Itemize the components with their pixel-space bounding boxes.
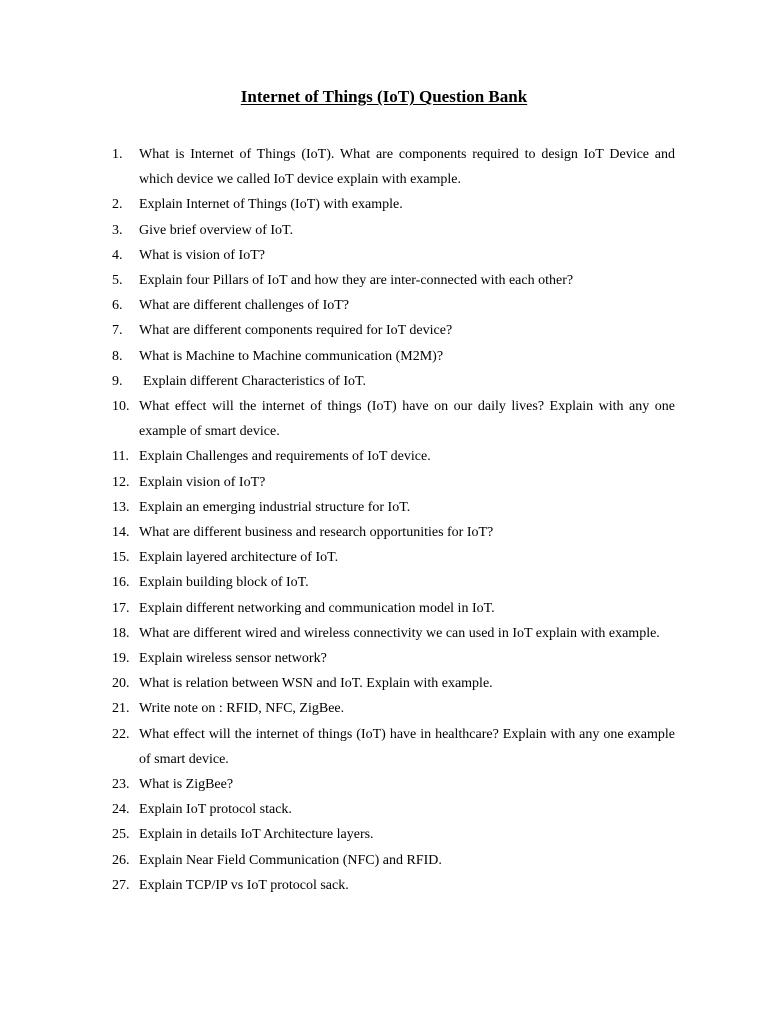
question-number: 17. bbox=[112, 600, 130, 616]
page-title bbox=[0, 86, 768, 108]
list-item bbox=[112, 671, 675, 696]
question-text: Explain TCP/IP vs IoT protocol sack. bbox=[139, 877, 349, 893]
question-text: What effect will the internet of things (IoT) have in healthcare? Explain with any one example of smart device. bbox=[139, 726, 675, 767]
question-number: 16. bbox=[112, 575, 130, 591]
list-item bbox=[112, 646, 675, 671]
question-text: Explain IoT protocol stack. bbox=[139, 802, 292, 818]
question-text: What is ZigBee? bbox=[139, 777, 234, 793]
question-number: 22. bbox=[112, 726, 130, 742]
list-item bbox=[112, 243, 675, 268]
question-number: 2. bbox=[112, 197, 123, 213]
question-text: Explain different networking and communication model in IoT. bbox=[139, 600, 495, 616]
question-text: Explain vision of IoT? bbox=[139, 474, 266, 490]
list-item bbox=[112, 570, 675, 595]
question-number: 7. bbox=[112, 323, 123, 339]
question-number: 25. bbox=[112, 827, 130, 843]
question-number: 1. bbox=[112, 147, 123, 162]
list-item bbox=[112, 293, 675, 318]
question-text: Explain an emerging industrial structure for IoT. bbox=[139, 499, 411, 515]
question-text: What is vision of IoT? bbox=[139, 247, 265, 263]
question-number: 27. bbox=[112, 877, 130, 893]
question-number: 6. bbox=[112, 298, 123, 314]
question-text: Write note on : RFID, NFC, ZigBee. bbox=[139, 701, 345, 717]
question-number: 14. bbox=[112, 525, 130, 541]
list-item bbox=[112, 318, 675, 343]
list-item bbox=[112, 520, 675, 545]
list-item bbox=[112, 722, 675, 772]
question-number: 24. bbox=[112, 802, 130, 818]
list-item bbox=[112, 772, 675, 797]
question-text: What is relation between WSN and IoT. Explain with example. bbox=[139, 676, 493, 692]
question-text: Explain in details IoT Architecture layers. bbox=[139, 827, 374, 843]
question-text: Explain Near Field Communication (NFC) and RFID. bbox=[139, 852, 442, 868]
question-text: Explain building block of IoT. bbox=[139, 575, 309, 591]
question-number: 13. bbox=[112, 499, 130, 515]
question-number: 8. bbox=[112, 348, 123, 364]
page-title-text: Internet of Things (IoT) Question Bank bbox=[240, 87, 528, 106]
question-number: 19. bbox=[112, 651, 130, 667]
list-item bbox=[112, 344, 675, 369]
list-item bbox=[112, 192, 675, 217]
list-item bbox=[112, 369, 675, 394]
list-item bbox=[112, 394, 675, 444]
question-number: 20. bbox=[112, 676, 130, 692]
list-item bbox=[112, 848, 675, 873]
question-number: 4. bbox=[112, 247, 123, 263]
question-number: 12. bbox=[112, 474, 130, 490]
question-number: 10. bbox=[112, 399, 130, 415]
question-text: Explain four Pillars of IoT and how they are inter-connected with each other? bbox=[139, 273, 574, 289]
question-text: Explain Challenges and requirements of IoT device. bbox=[139, 449, 431, 465]
list-item bbox=[112, 470, 675, 495]
question-text: What is Internet of Things (IoT). What are components required to design IoT Device and which device we called IoT device explain with example. bbox=[139, 147, 675, 188]
list-item bbox=[112, 545, 675, 570]
question-text: What are different wired and wireless connectivity we can used in IoT explain with example. bbox=[139, 625, 660, 641]
question-text: Explain Internet of Things (IoT) with example. bbox=[139, 197, 403, 213]
question-text: What is Machine to Machine communication (M2M)? bbox=[139, 348, 444, 364]
list-item bbox=[112, 268, 675, 293]
question-text: What are different components required for IoT device? bbox=[139, 323, 453, 339]
list-item bbox=[112, 495, 675, 520]
question-text: Give brief overview of IoT. bbox=[139, 222, 294, 238]
question-number: 5. bbox=[112, 273, 123, 289]
question-text: What are different challenges of IoT? bbox=[139, 298, 350, 314]
question-number: 21. bbox=[112, 701, 130, 717]
question-text: Explain layered architecture of IoT. bbox=[139, 550, 339, 566]
list-item bbox=[112, 596, 675, 621]
list-item bbox=[112, 873, 675, 898]
question-text: What effect will the internet of things (IoT) have on our daily lives? Explain with any one example of smart device. bbox=[139, 399, 675, 440]
question-number: 18. bbox=[112, 625, 130, 641]
list-item bbox=[112, 218, 675, 243]
list-item bbox=[112, 621, 675, 646]
question-number: 15. bbox=[112, 550, 130, 566]
question-number: 3. bbox=[112, 222, 123, 238]
question-text: Explain wireless sensor network? bbox=[139, 651, 327, 667]
question-number: 26. bbox=[112, 852, 130, 868]
list-item bbox=[112, 822, 675, 847]
list-item bbox=[112, 696, 675, 721]
question-number: 9. bbox=[112, 373, 123, 389]
question-text: What are different business and research opportunities for IoT? bbox=[139, 525, 494, 541]
list-item bbox=[112, 444, 675, 469]
question-list bbox=[112, 142, 675, 898]
list-item bbox=[112, 142, 675, 192]
question-number: 23. bbox=[112, 777, 130, 793]
list-item bbox=[112, 797, 675, 822]
question-text: Explain different Characteristics of IoT. bbox=[143, 373, 367, 389]
question-number: 11. bbox=[112, 449, 129, 465]
